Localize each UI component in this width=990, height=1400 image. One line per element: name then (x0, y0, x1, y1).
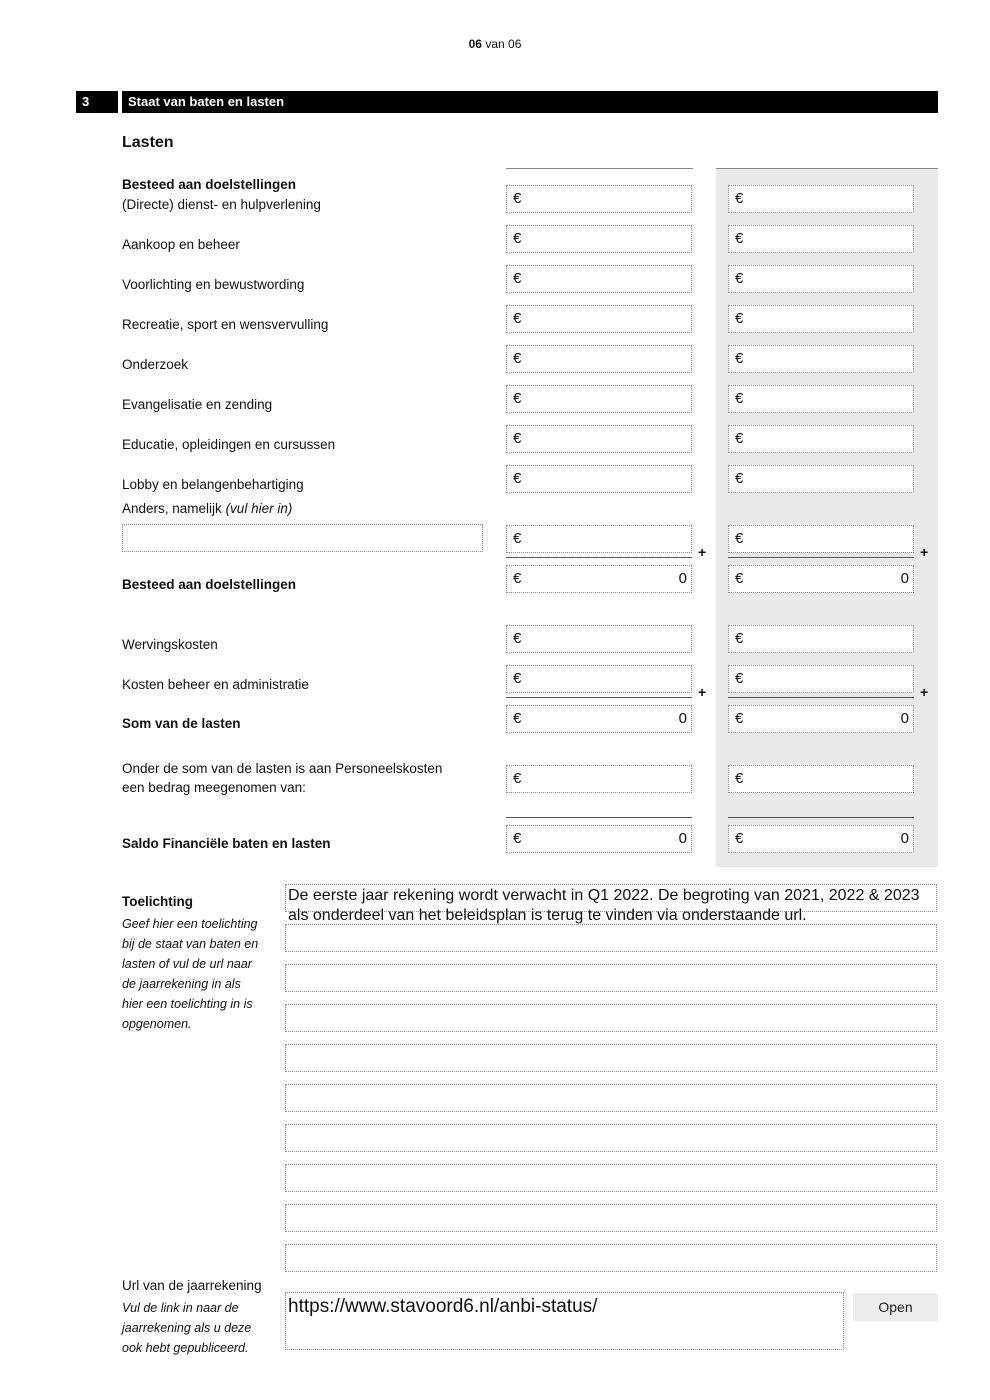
field-anders-col2[interactable] (728, 525, 914, 553)
field-saldo-col1 (506, 825, 692, 853)
page-of: van (485, 37, 505, 51)
euro-sign: € (735, 770, 744, 787)
field-beheer-col2[interactable] (728, 665, 914, 693)
field-recreatie-col2[interactable] (728, 305, 914, 333)
field-directe-hulp-col1[interactable] (506, 185, 692, 213)
euro-sign: € (735, 270, 744, 287)
field-voorlichting-col1[interactable] (506, 265, 692, 293)
label-personeel-line1: Onder de som van de lasten is aan Personeelskosten (122, 761, 443, 776)
toelichting-line[interactable] (285, 1244, 937, 1272)
field-werving-col2[interactable] (728, 625, 914, 653)
toelichting-note-line: hier een toelichting in is (122, 997, 253, 1011)
url-note-line: jaarrekening als u deze (122, 1321, 252, 1335)
toelichting-line[interactable] (285, 1004, 937, 1032)
toelichting-note-line: opgenomen. (122, 1017, 192, 1031)
sum-line (728, 557, 914, 558)
label-educatie: Educatie, opleidingen en cursussen (122, 437, 336, 452)
plus-sign: + (920, 684, 929, 700)
column1-header-rule (506, 168, 693, 169)
field-personeel-col1[interactable] (506, 765, 692, 793)
label-besteed-total: Besteed aan doelstellingen (122, 577, 297, 592)
label-beheer: Kosten beheer en administratie (122, 677, 309, 692)
label-aankoop: Aankoop en beheer (122, 237, 240, 252)
toelichting-line[interactable] (285, 924, 937, 952)
field-value: 0 (678, 710, 687, 727)
euro-sign: € (735, 470, 744, 487)
euro-sign: € (513, 350, 522, 367)
euro-sign: € (513, 670, 522, 687)
toelichting-note-line: bij de staat van baten en (122, 937, 259, 951)
field-value: 0 (900, 830, 909, 847)
toelichting-line[interactable] (285, 1204, 937, 1232)
label-directe-hulp: (Directe) dienst- en hulpverlening (122, 197, 321, 212)
section-divider (118, 91, 122, 113)
url-note-line: ook hebt gepubliceerd. (122, 1341, 249, 1355)
euro-sign: € (735, 630, 744, 647)
toelichting-line[interactable] (285, 964, 937, 992)
label-anders (122, 499, 292, 519)
euro-sign: € (513, 570, 522, 587)
euro-sign: € (513, 630, 522, 647)
field-value: 0 (900, 710, 909, 727)
field-evangelisatie-col2[interactable] (728, 385, 914, 413)
field-voorlichting-col2[interactable] (728, 265, 914, 293)
field-anders-col1[interactable] (506, 525, 692, 553)
field-aankoop-col2[interactable] (728, 225, 914, 253)
field-besteed-total-col2 (728, 565, 914, 593)
euro-sign: € (513, 230, 522, 247)
euro-sign: € (735, 350, 744, 367)
label-saldo: Saldo Financiële baten en lasten (122, 836, 331, 851)
field-beheer-col1[interactable] (506, 665, 692, 693)
label-recreatie: Recreatie, sport en wensvervulling (122, 317, 329, 332)
toelichting-line[interactable] (285, 1124, 937, 1152)
field-onderzoek-col1[interactable] (506, 345, 692, 373)
field-educatie-col2[interactable] (728, 425, 914, 453)
column2-header-rule (716, 168, 938, 169)
field-aankoop-col1[interactable] (506, 225, 692, 253)
label-besteed-header: Besteed aan doelstellingen (122, 177, 297, 192)
plus-sign: + (698, 544, 707, 560)
field-lobby-col1[interactable] (506, 465, 692, 493)
toelichting-text: De eerste jaar rekening wordt verwacht in Q1 2022. De begroting van 2021, 2022 & 2023 als onderdeel van het beleidsplan is terug te vinden via onderstaande url. (288, 887, 920, 924)
euro-sign: € (513, 430, 522, 447)
page-current: 06 (468, 37, 482, 51)
field-value: 0 (678, 570, 687, 587)
toelichting-note-line: lasten of vul de url naar (122, 957, 252, 971)
plus-sign: + (698, 684, 707, 700)
url-note-line: Vul de link in naar de (122, 1301, 239, 1315)
anders-description-input[interactable] (122, 524, 483, 552)
euro-sign: € (513, 270, 522, 287)
label-som: Som van de lasten (122, 716, 241, 731)
euro-sign: € (735, 390, 744, 407)
field-besteed-total-col1 (506, 565, 692, 593)
label-anders-hint: (vul hier in) (225, 501, 293, 516)
euro-sign: € (735, 430, 744, 447)
field-value: 0 (900, 570, 909, 587)
field-som-col1 (506, 705, 692, 733)
euro-sign: € (735, 830, 744, 847)
toelichting-line[interactable] (285, 1084, 937, 1112)
sum-line (506, 697, 692, 698)
field-recreatie-col1[interactable] (506, 305, 692, 333)
label-werving: Wervingskosten (122, 637, 218, 652)
euro-sign: € (735, 310, 744, 327)
field-personeel-col2[interactable] (728, 765, 914, 793)
section-number: 3 (82, 94, 90, 109)
sum-line (728, 697, 914, 698)
field-educatie-col1[interactable] (506, 425, 692, 453)
field-saldo-col2 (728, 825, 914, 853)
separator-line (728, 817, 914, 818)
toelichting-line[interactable] (285, 1044, 937, 1072)
euro-sign: € (513, 190, 522, 207)
toelichting-note-line: de jaarrekening in als (122, 977, 241, 991)
plus-sign: + (920, 544, 929, 560)
label-personeel-line2: een bedrag meegenomen van: (122, 780, 306, 795)
euro-sign: € (735, 190, 744, 207)
lasten-heading: Lasten (122, 134, 174, 151)
field-value: 0 (678, 830, 687, 847)
euro-sign: € (735, 570, 744, 587)
euro-sign: € (513, 310, 522, 327)
euro-sign: € (513, 770, 522, 787)
euro-sign: € (735, 670, 744, 687)
field-werving-col1[interactable] (506, 625, 692, 653)
field-directe-hulp-col2[interactable] (728, 185, 914, 213)
page-number (0, 37, 990, 51)
toelichting-title: Toelichting (122, 894, 193, 909)
url-value: https://www.stavoord6.nl/anbi-status/ (288, 1296, 598, 1317)
euro-sign: € (513, 710, 522, 727)
toelichting-line[interactable] (285, 1164, 937, 1192)
open-url-button[interactable]: Open (853, 1293, 938, 1321)
section-title: Staat van baten en lasten (128, 94, 285, 109)
euro-sign: € (735, 230, 744, 247)
field-evangelisatie-col1[interactable] (506, 385, 692, 413)
euro-sign: € (735, 530, 744, 547)
field-lobby-col2[interactable] (728, 465, 914, 493)
separator-line (506, 817, 692, 818)
toelichting-note-line: Geef hier een toelichting (122, 917, 258, 931)
euro-sign: € (513, 470, 522, 487)
label-onderzoek: Onderzoek (122, 357, 189, 372)
euro-sign: € (513, 830, 522, 847)
field-onderzoek-col2[interactable] (728, 345, 914, 373)
url-label: Url van de jaarrekening (122, 1278, 262, 1293)
sum-line (506, 557, 692, 558)
label-evangelisatie: Evangelisatie en zending (122, 397, 273, 412)
euro-sign: € (513, 390, 522, 407)
label-voorlichting: Voorlichting en bewustwording (122, 277, 305, 292)
euro-sign: € (513, 530, 522, 547)
field-som-col2 (728, 705, 914, 733)
label-anders-text: Anders, namelijk (122, 501, 222, 516)
euro-sign: € (735, 710, 744, 727)
label-lobby: Lobby en belangenbehartiging (122, 477, 304, 492)
page-total: 06 (508, 37, 522, 51)
